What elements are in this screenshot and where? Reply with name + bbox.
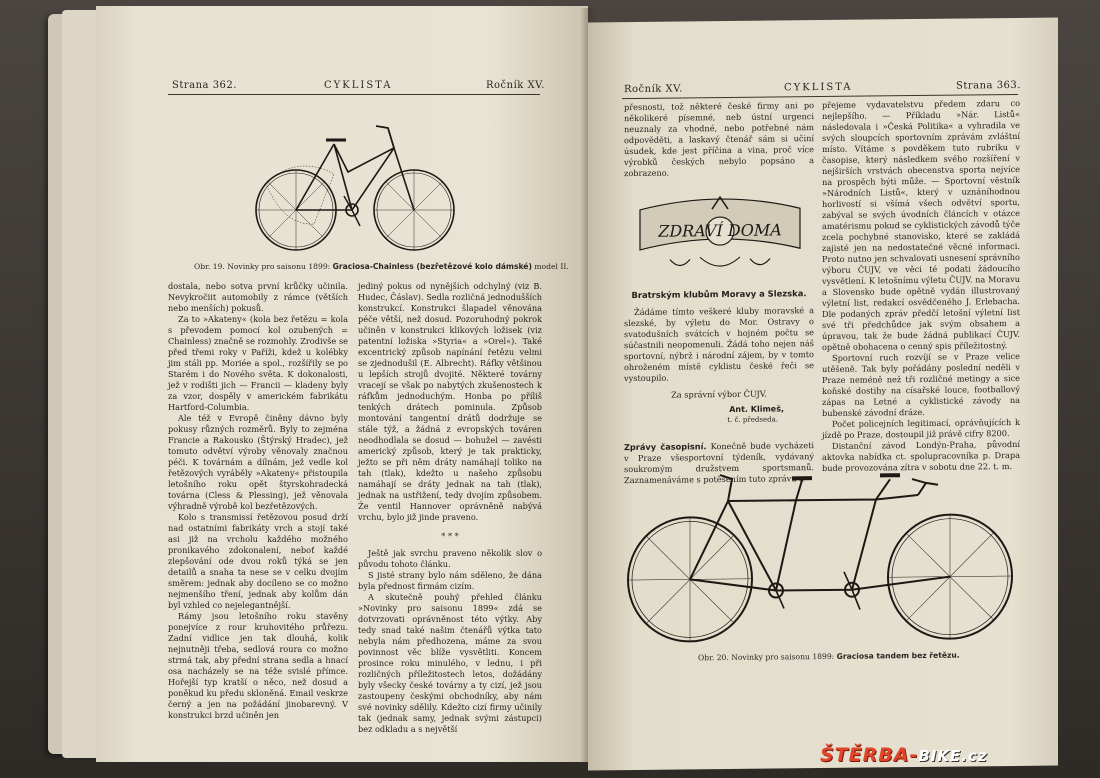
paragraph: přesnosti, tož některé české firmy ani po několikeré písemné, neb ústní urgenci neuznaly za vhodné, nebo potřebné nám odpověděti, a laskavý čtenář sám si učiní úsudek, kde jest příčina a vina, proč více výrobků českých nebylo popsáno a zobrazeno. bbox=[624, 100, 814, 179]
paragraph: Distanční závod Londýn-Praha, původní aktovka nabídka ct. spolupracovníka p. Drapa bude provozována zítra v sobotu dne 22. t. m. bbox=[822, 438, 1020, 474]
caption-title: Graciosa tandem bez řetězu. bbox=[836, 650, 960, 661]
paragraph: Ještě jak svrchu praveno několik slov o původu tohoto článku. bbox=[358, 548, 542, 569]
caption-suffix: model II. bbox=[534, 262, 569, 271]
tandem-bicycle-illustration bbox=[616, 458, 1026, 652]
right-page-number: Strana 363. bbox=[956, 79, 1021, 92]
watermark-dash: - bbox=[909, 744, 919, 766]
paragraph: Počet policejních legitimací, oprávňujících k jízdě po Praze, dostoupil již právě cifry 8200. bbox=[822, 416, 1020, 441]
section-fleuron: * * * bbox=[441, 531, 459, 541]
header-rule bbox=[168, 94, 540, 95]
paragraph: Kolo s transmissí řetězovou posud drží nad ostatními fabrikáty vrch a stojí také asi již na vrcholu každého možného pronikavého zdokonalení, neboť každé zlepšování ode dvou roků týká se jen detailů a snaha ta nese se v celku dvojím směrem: jednak aby docíleno se co možno nejmenšího tření, jednak aby kolům dán byl vzhled co nejelegantnější. bbox=[168, 512, 348, 610]
paragraph: Sportovní ruch rozvíjí se v Praze velice utěšeně. Tak byly pořádány poslední neděli v Praze neméně než tři rozličné metingy a sice koňské dostihy na císařské louce, footballový zápas na Letné a cyklistické závody na bubenské závodní dráze. bbox=[822, 350, 1020, 419]
left-page-number: Strana 362. bbox=[172, 80, 237, 91]
paragraph: Za to »Akateny« (kola bez řetězu = kola s převodem pomocí kol ozubených = Chainless) značně se rozmohly. Zrodivše se před třemi roky v Paříži, kdež u kolébky jim stáli pp. Moriée a spol., rozšířily se po Starém i do Nového světa. K dokonalosti, jež v rodišti jich — Francii — kladeny byly za vzor, dospěly v americkém fabrikátu Hartford-Columbia. bbox=[168, 314, 348, 412]
figure-20-caption bbox=[698, 651, 960, 663]
greeting-block bbox=[624, 288, 814, 460]
greeting-from: Za správní výbor ČUJV. bbox=[671, 388, 767, 400]
sterba-bike-watermark bbox=[820, 744, 988, 766]
paragraph: jediný pokus od nynějších odchylný (viz B. Hudec, Čáslav). Sedla rozličná jednodušších konstrukcí. Konstrukci šlapadel věnována péče větší, než dosud. Pozoruhodný pokrok učiněn v konstrukci klikových ložisek (viz patentní ložiska »Styria« a »Orel«). Také excentrický způsob napínání řetězu velmi se zjednodušil (E. Albrecht). Ráfky většinou u lepších strojů dvojité. Některé továrny vracejí se však po nabytých zkušenostech k ráfkům jednoduchým. Honba po příliš tenkých drátech pominula. Způsob montování tangentní drátů dodržuje se stále týž, a žádná z evropských továren neodhodlala se dosud — bohužel — zavésti americký způsob, který je tak prakticky, ježto se při něm dráty namáhají toliko na tah (tlak), kdežto u našeho způsobu namáhají se dráty jednak na tah (tlak), jednak na ustřižení, tedy dvojím způsobem. Že ventil Hannover oprávněně nabývá vrchu, bylo již jinde praveno. bbox=[358, 281, 542, 522]
greeting-body: Žádáme tímto veškeré kluby moravské a slezské, by výletu do Mor. Ostravy o svatodušních svátcích v hojném počtu se súčastnili neopomenuli. Žádá toho nejen náš sportovní, nýbrž i národní zájem, by v tomto ohroženém místě cyklistu české řeči se vystoupilo. bbox=[624, 305, 814, 384]
ladies-bicycle-illustration bbox=[244, 114, 464, 254]
paragraph: S jisté strany bylo nám sděleno, že dána byla přednost firmám cizím. bbox=[358, 570, 542, 591]
watermark-brand: ŠTĚRBA bbox=[820, 744, 910, 766]
left-volume: Ročník XV. bbox=[486, 80, 545, 91]
left-column-1 bbox=[168, 281, 348, 720]
caption-prefix: Obr. 19. Novinky pro saisonu 1899: bbox=[194, 262, 331, 271]
caption-title: Graciosa-Chainless (bezřetězové kolo dámské) bbox=[332, 262, 532, 271]
left-column-2 bbox=[358, 281, 542, 734]
left-page bbox=[96, 6, 588, 762]
greeting-heading: Bratrským klubům Moravy a Slezska. bbox=[631, 288, 807, 301]
greeting-signature: Ant. Klimeš, bbox=[729, 404, 784, 414]
watermark-domain: BIKE.cz bbox=[918, 747, 988, 765]
paragraph: Rámy jsou letošního roku stavěny ponejvíce z rour kruhovitého průřezu. Zadní vidlice jen tak dlouhá, kolik nejnutněji třeba, sedlová roura co možno strmá tak, aby přední strana sedla a hnací osa nacházely se na téže svislé přímce. Hořejší typ kratší o něco, než dosud a poněkud ku předu skloněná. Email veskrze černý a jen na požádání jinobarevný. V konstrukci brzd učiněn jen bbox=[168, 611, 348, 720]
left-running-title: CYKLISTA bbox=[324, 80, 393, 91]
right-top-paragraph bbox=[624, 100, 814, 182]
right-running-title: CYKLISTA bbox=[784, 81, 853, 94]
emblem-text: ZDRAVÍ DOMA bbox=[658, 220, 782, 241]
right-column bbox=[822, 98, 1020, 472]
right-volume: Ročník XV. bbox=[624, 83, 683, 96]
greeting-role: t. č. předseda. bbox=[727, 415, 778, 425]
paragraph: A skutečně pouhý přehled článku »Novinky pro saisonu 1899« zdá se dotvrzovati oprávněnost této výtky. Aby tedy snad také našim čtenářů výtka tato nebyla nám předhozena, máme za svou povinnost věc blíže vysvětliti. Koncem prosince roku minulého, v lednu, i při rozličných příležitostech letos, dožádány byly všecky české továrny a ty cizí, jež jsou zastoupeny českými obchodníky, aby nám své novinky sdělily. Kdežto cizí firmy učinily tak (jednak samy, jednak svými zástupci) bez odkladu a s největší bbox=[358, 592, 542, 734]
zdravi-doma-emblem bbox=[630, 178, 810, 280]
news-body: Konečně bude vycházeti v Praze všesportovní týdeník, vydávaný soukromým družstvem sportsmanů. Zaznamenáváme s potěšením tuto zprávu a bbox=[624, 440, 814, 486]
figure-19-caption bbox=[194, 262, 569, 271]
news-lead: Zprávy časopisní. bbox=[624, 441, 707, 453]
paragraph: přejeme vydavatelstvu předem zdaru co nejlepšího. — Příkladu »Nár. Listů« následovala i »Česká Politika« a vyhradila ve svých sloupcích sportovním zprávám zvláštní místo. Vítáme s povděkem tuto rubriku v časopise, který následkem svého rozšíření v nejširších vrstvách obecenstva sporta nejvíce na prospěch býti může. — Sportovní věstník »Národních Listů«, který v uznáníhodnou horlivostí si všímá všech odvětví sportu, zabýval se svých úvodních článcích v otázce amatérismu pokud se cyklistických závodů týče zcela pochybné stanovisko, které se zakládá zajisté jen na nedostatečné věcné informaci. Proto nutno jen schvalovati usnesení správního výboru ČUJV, ve věci té podati žádoucího vysvětlení. K letošnímu výletu ČUJV. na Moravu a Slovensko bude opětně vydán illustrovaný výletní list, redakcí osvědčeného J. Erlebacha. Dle podaných zpráv předčí letošní výletní list své tři předchůdce jak svým obsahem a úpravou, tak že bude žádná publikací ČUJV. opětně obohacena o cenný spis příležitostný. bbox=[822, 97, 1020, 353]
caption-prefix: Obr. 20. Novinky pro saisonu 1899: bbox=[698, 651, 835, 663]
paragraph: Ale též v Evropě činěny dávno byly pokusy různých rozměrů. Byly to zejména Francie a Rakousko (Štýrský Hradec), jež tomuto odvětví výroby věnovaly značnou péči. K továrnám a dílnám, jež vedle kol řetězových vyráběly »Akateny« přistoupila letošního roku opět štyrskohradecká továrna (Cless & Plessing), jež věnovala výhradně výrobě kol bezřetězových. bbox=[168, 413, 348, 511]
paragraph: dostala, nebo sotva první krůčky učinila. Nevykročiit automobily z rámce (větších nebo menších) pokusů. bbox=[168, 281, 348, 313]
right-page bbox=[588, 18, 1058, 771]
